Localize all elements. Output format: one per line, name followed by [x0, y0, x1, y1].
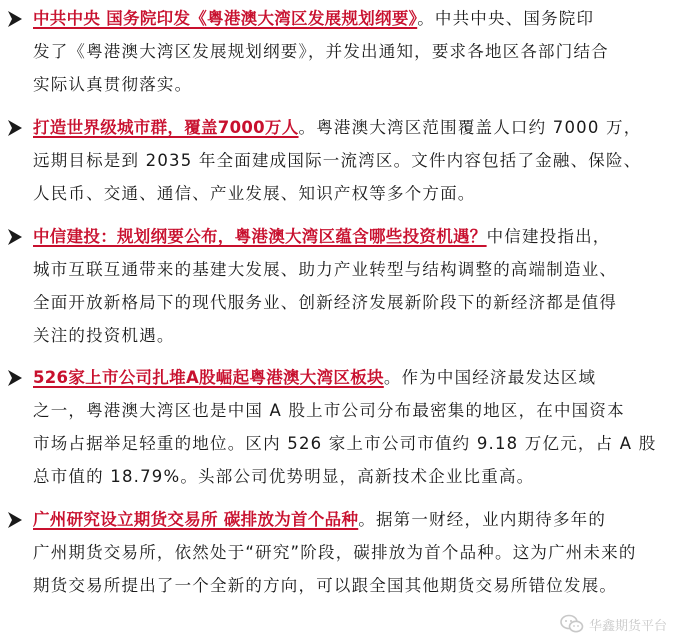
news-line: 市场占据举足轻重的地位。区内 526 家上市公司市值约 9.18 万亿元，占 A 股 [33, 434, 657, 453]
news-line: 关注的投资机遇。 [33, 326, 175, 345]
news-line: 人民币、交通、通信、产业发展、知识产权等多个方面。 [33, 184, 476, 203]
news-line: 中共中央 国务院印发《粤港澳大湾区发展规划纲要》。中共中央、国务院印 [33, 9, 595, 28]
watermark [560, 614, 667, 634]
wechat-icon [560, 614, 584, 634]
news-line: 之一，粤港澳大湾区也是中国 A 股上市公司分布最密集的地区，在中国资本 [33, 401, 625, 420]
news-line: 城市互联互通带来的基建大发展、助力产业转型与结构调整的高端制造业、 [33, 260, 618, 279]
news-headline-link[interactable]: 中信建投：规划纲要公布，粤港澳大湾区蕴含哪些投资机遇？ [33, 227, 487, 246]
news-line: 期货交易所提出了一个全新的方向，可以跟全国其他期货交易所错位发展。 [33, 576, 618, 595]
arrow-bullet-icon [7, 119, 23, 137]
news-line: 广州期货交易所，依然处于“研究”阶段，碳排放为首个品种。这为广州未来的 [33, 543, 637, 562]
arrow-bullet-icon [7, 10, 23, 28]
news-headline-link[interactable]: 526家上市公司扎堆A股崛起粤港澳大湾区板块 [33, 368, 384, 387]
arrow-bullet-icon [7, 228, 23, 246]
news-line: 打造世界级城市群，覆盖7000万人。粤港澳大湾区范围覆盖人口约 7000 万， [33, 118, 642, 137]
news-line: 总市值的 18.79%。头部公司优势明显，高新技术企业比重高。 [33, 467, 535, 486]
arrow-bullet-icon [7, 369, 23, 387]
arrow-bullet-icon [7, 511, 23, 529]
news-line: 远期目标是到 2035 年全面建成国际一流湾区。文件内容包括了金融、保险、 [33, 151, 642, 170]
news-line: 526家上市公司扎堆A股崛起粤港澳大湾区板块。作为中国经济最发达区域 [33, 368, 597, 387]
news-line: 发了《粤港澳大湾区发展规划纲要》，并发出通知，要求各地区各部门结合 [33, 42, 609, 61]
news-line: 实际认真贯彻落实。 [33, 75, 193, 94]
news-headline-link[interactable]: 广州研究设立期货交易所 碳排放为首个品种 [33, 510, 359, 529]
news-line: 中信建投：规划纲要公布，粤港澳大湾区蕴含哪些投资机遇？中信建投指出， [33, 227, 611, 246]
news-line: 全面开放新格局下的现代服务业、创新经济发展新阶段下的新经济都是值得 [33, 293, 618, 312]
watermark-text: 华鑫期货平台 [588, 618, 667, 634]
news-headline-link[interactable]: 打造世界级城市群，覆盖7000万人 [33, 118, 299, 137]
news-line: 广州研究设立期货交易所 碳排放为首个品种。据第一财经，业内期待多年的 [33, 510, 607, 529]
news-headline-link[interactable]: 中共中央 国务院印发《粤港澳大湾区发展规划纲要》 [33, 9, 418, 28]
